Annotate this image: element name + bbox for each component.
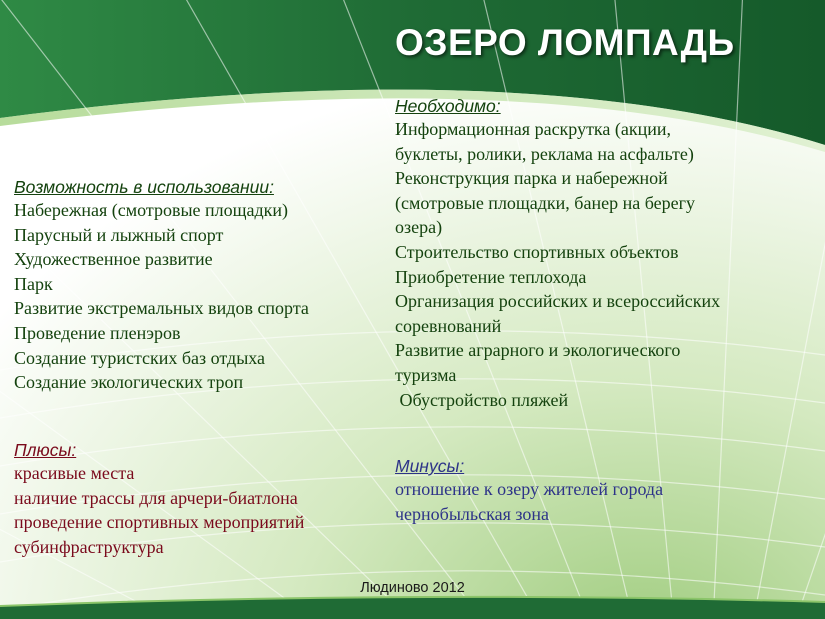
pluses-list bbox=[14, 461, 304, 559]
list-item: (смотровые площадки, банер на берегу bbox=[395, 192, 695, 213]
list-item: Создание экологических троп bbox=[14, 372, 244, 393]
pluses-heading: Плюсы: bbox=[14, 440, 77, 460]
list-item: Реконструкция парка и набережной bbox=[395, 168, 668, 189]
list-item: Проведение пленэров bbox=[14, 322, 181, 343]
list-item: Набережная (смотровые площадки) bbox=[14, 200, 289, 220]
list-item: буклеты, ролики, реклама на асфальте) bbox=[395, 143, 694, 164]
minuses-heading: Минусы: bbox=[395, 456, 465, 476]
possibilities-section bbox=[14, 176, 309, 395]
list-item: Обустройство пляжей bbox=[395, 389, 569, 410]
list-item: соревнований bbox=[395, 315, 502, 336]
list-item: наличие трассы для арчери-биатлона bbox=[14, 487, 298, 508]
list-item: Художественное развитие bbox=[14, 249, 213, 270]
slide-title: ОЗЕРО ЛОМПАДЬ bbox=[395, 22, 735, 63]
pluses-section bbox=[14, 439, 304, 559]
list-item: отношение к озеру жителей города bbox=[395, 479, 664, 499]
list-item: Парусный и лыжный спорт bbox=[14, 224, 224, 245]
list-item: озера) bbox=[395, 217, 443, 238]
possibilities-list bbox=[14, 198, 309, 395]
minuses-list bbox=[395, 477, 663, 526]
list-item: красивые места bbox=[14, 463, 135, 483]
possibilities-heading: Возможность в использовании: bbox=[14, 177, 274, 197]
list-item: туризма bbox=[395, 364, 457, 385]
necessary-heading: Необходимо: bbox=[395, 96, 501, 116]
footer-caption: Людиново 2012 bbox=[360, 580, 465, 596]
list-item: субинфраструктура bbox=[14, 536, 164, 557]
minuses-section bbox=[395, 455, 663, 526]
list-item: Развитие аграрного и экологического bbox=[395, 340, 681, 361]
list-item: Создание туристских баз отдыха bbox=[14, 347, 266, 368]
list-item: Парк bbox=[14, 273, 53, 294]
list-item: Развитие экстремальных видов спорта bbox=[14, 298, 309, 319]
list-item: Строительство спортивных объектов bbox=[395, 241, 679, 262]
list-item: чернобыльская зона bbox=[395, 503, 549, 524]
list-item: Приобретение теплохода bbox=[395, 266, 587, 287]
list-item: Информационная раскрутка (акции, bbox=[395, 119, 672, 139]
necessary-section bbox=[395, 95, 720, 412]
list-item: проведение спортивных мероприятий bbox=[14, 512, 305, 533]
necessary-list bbox=[395, 117, 720, 412]
list-item: Организация российских и всероссийских bbox=[395, 291, 721, 312]
